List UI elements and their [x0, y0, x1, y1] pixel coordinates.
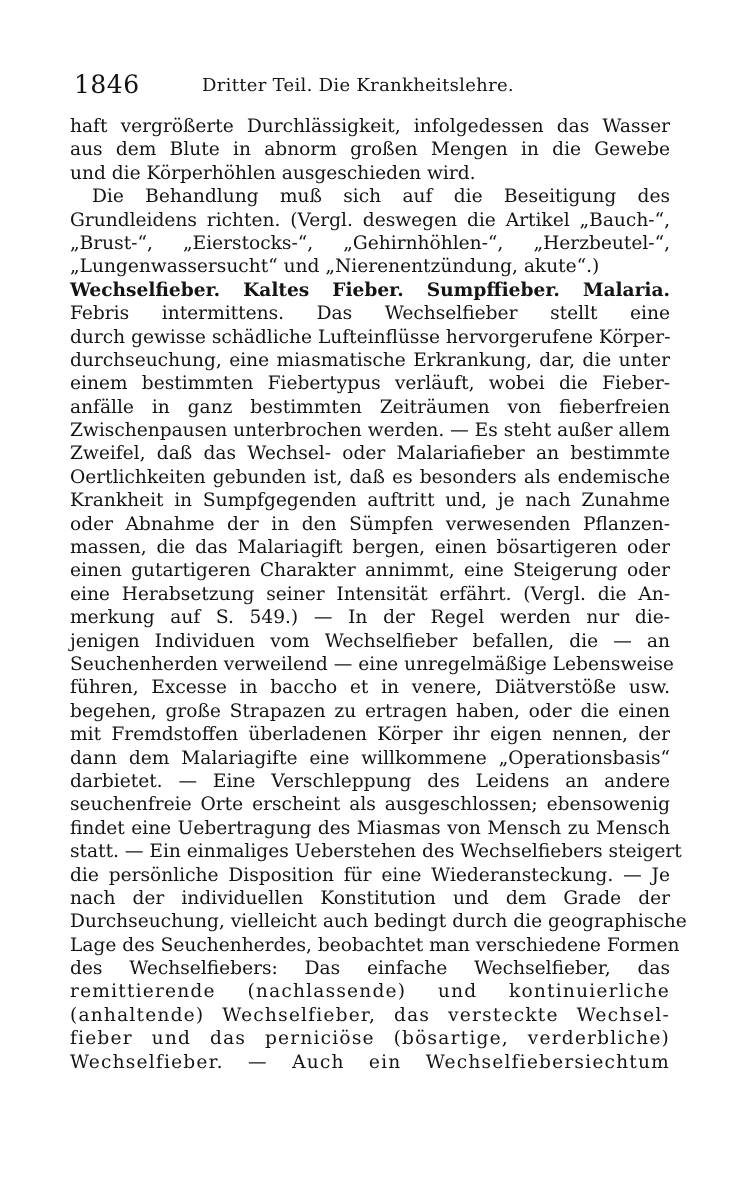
text-line: fieber und das perniciöse (bösartige, verderbliche): [70, 1028, 670, 1050]
text-line: des Wechselfiebers: Das einfache Wechselfieber, das: [70, 958, 670, 980]
text-line: begehen, große Strapazen zu ertragen haben, oder die einen: [70, 700, 670, 722]
text-line: Seuchenherden verweilend — eine unregelmäßige Lebensweise: [70, 653, 674, 675]
text-line: anfälle in ganz bestimmten Zeiträumen von fieberfreien: [70, 396, 670, 418]
text-line: statt. — Ein einmaliges Ueberstehen des Wechselfiebers steigert: [70, 841, 682, 863]
text-line: Durchseuchung, vielleicht auch bedingt durch die geographische: [70, 911, 687, 933]
text-line: Lage des Seuchenherdes, beobachtet man verschiedene Formen: [70, 934, 680, 956]
text-line: merkung auf S. 549.) — In der Regel werden nur die-: [70, 607, 670, 629]
body-text: [70, 115, 687, 1074]
text-line: Febris intermittens. Das Wechselfieber stellt eine: [70, 303, 670, 325]
text-line: Zweifel, daß das Wechsel- oder Malariafieber an bestimmte: [70, 443, 670, 465]
text-line: seuchenfreie Orte erscheint als ausgeschlossen; ebensowenig: [70, 794, 670, 816]
text-line: Oertlichkeiten gebunden ist, daß es besonders als endemische: [70, 466, 670, 488]
text-line: durchseuchung, eine miasmatische Erkrankung, dar, die unter: [70, 349, 670, 371]
text-line: Zwischenpausen unterbrochen werden. — Es steht außer allem: [70, 420, 670, 442]
text-line: findet eine Uebertragung des Miasmas von Mensch zu Mensch: [70, 817, 670, 839]
text-line: „Lungenwassersucht“ und „Nierenentzündung, akute“.): [70, 256, 600, 278]
text-line: eine Herabsetzung seiner Intensität erfährt. (Vergl. die An-: [70, 583, 670, 605]
text-line: die persönliche Disposition für eine Wiederansteckung. — Je: [70, 864, 670, 886]
text-line: Grundleidens richten. (Vergl. deswegen die Artikel „Bauch-“,: [70, 209, 670, 231]
page-header: [74, 70, 668, 104]
text-line: oder Abnahme der in den Sümpfen verwesenden Pflanzen-: [70, 513, 670, 535]
text-line: Die Behandlung muß sich auf die Beseitigung des: [92, 186, 670, 208]
running-head: Dritter Teil. Die Krankheitslehre.: [202, 75, 514, 96]
text-line: Wechselfieber. — Auch ein Wechselfiebersiechtum: [70, 1051, 670, 1073]
text-line: und die Körperhöhlen ausgeschieden wird.: [70, 162, 476, 184]
text-line: durch gewisse schädliche Lufteinflüsse hervorgerufene Körper-: [70, 326, 671, 348]
text-line: aus dem Blute in abnorm großen Mengen in die Gewebe: [70, 139, 670, 161]
text-line: einem bestimmten Fiebertypus verläuft, wobei die Fieber-: [70, 373, 670, 395]
text-line: darbietet. — Eine Verschleppung des Leidens an andere: [70, 770, 670, 792]
text-line: mit Fremdstoffen überladenen Körper ihr eigen nennen, der: [70, 724, 670, 746]
section-heading: Wechselfieber. Kaltes Fieber. Sumpffieber. Malaria.: [70, 279, 670, 301]
text-line: „Brust-“, „Eierstocks-“, „Gehirnhöhlen-“, „Herzbeutel-“,: [70, 232, 670, 254]
text-line: jenigen Individuen vom Wechselfieber befallen, die — an: [70, 630, 670, 652]
text-line: einen gutartigeren Charakter annimmt, eine Steigerung oder: [70, 560, 670, 582]
page-number: 1846: [74, 70, 140, 99]
text-line: führen, Excesse in baccho et in venere, Diätverstöße usw.: [70, 677, 670, 699]
text-line: remittierende (nachlassende) und kontinuierliche: [70, 981, 670, 1003]
text-line: massen, die das Malariagift bergen, einen bösartigeren oder: [70, 537, 670, 559]
text-line: dann dem Malariagifte eine willkommene „Operationsbasis“: [70, 747, 670, 769]
text-line: (anhaltende) Wechselfieber, das versteckte Wechsel-: [70, 1004, 670, 1026]
text-line: nach der individuellen Konstitution und dem Grade der: [70, 887, 670, 909]
text-line: haft vergrößerte Durchlässigkeit, infolgedessen das Wasser: [70, 116, 670, 137]
text-line: Krankheit in Sumpfgegenden auftritt und, je nach Zunahme: [70, 490, 670, 512]
